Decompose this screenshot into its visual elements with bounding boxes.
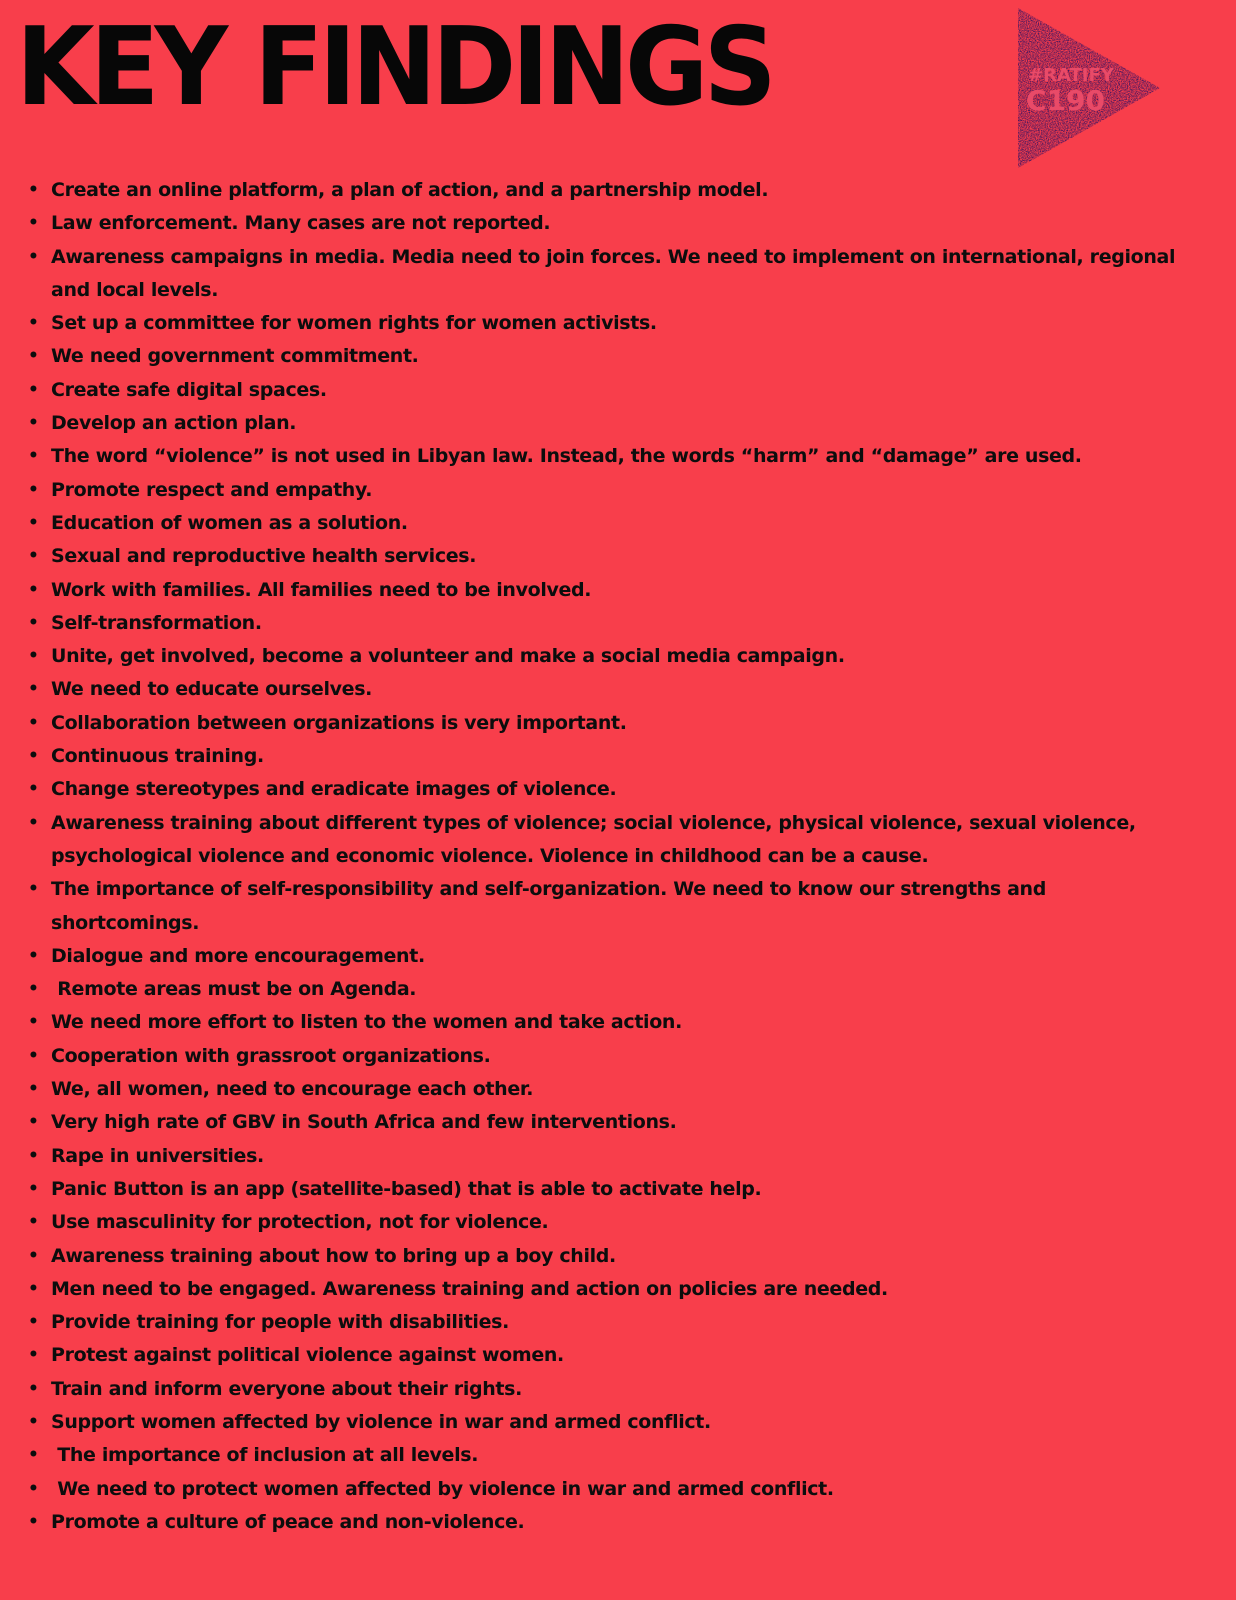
bullet-icon: •	[28, 1478, 39, 1499]
logo-text-c190: C190	[1026, 84, 1105, 117]
finding-item	[0, 1306, 1236, 1339]
bullet-icon: •	[28, 812, 39, 833]
bullet-icon: •	[28, 712, 39, 733]
finding-text: Collaboration between organizations is very important.	[51, 711, 627, 734]
finding-item	[0, 507, 1236, 540]
finding-item	[0, 374, 1236, 407]
bullet-icon: •	[28, 979, 39, 1000]
finding-item	[0, 1439, 1236, 1472]
bullet-icon: •	[28, 1345, 39, 1366]
finding-text: Support women affected by violence in war and armed conflict.	[51, 1410, 711, 1433]
finding-item	[0, 640, 1236, 673]
finding-item	[0, 707, 1236, 740]
bullet-icon: •	[28, 446, 39, 467]
bullet-icon: •	[28, 945, 39, 966]
finding-item	[0, 873, 1236, 940]
bullet-icon: •	[28, 1112, 39, 1133]
bullet-icon: •	[28, 512, 39, 533]
finding-text: Law enforcement. Many cases are not reported.	[51, 212, 551, 235]
finding-item	[0, 440, 1236, 473]
finding-text: Awareness campaigns in media. Media need to join forces. We need to implement on international, regional and local levels.	[51, 245, 1182, 301]
bullet-icon: •	[28, 1378, 39, 1399]
finding-item	[0, 1273, 1236, 1306]
finding-text: Awareness training about different types of violence; social violence, physical violence, sexual violence, psychological violence and economic violence. Violence in childhood can be a cause.	[51, 811, 1142, 867]
finding-text: We need to protect women affected by violence in war and armed conflict.	[51, 1477, 834, 1500]
finding-text: We need more effort to listen to the women and take action.	[51, 1011, 682, 1034]
finding-text: Develop an action plan.	[51, 412, 297, 435]
finding-item	[0, 1040, 1236, 1073]
ratify-c190-logo	[1014, 6, 1164, 170]
finding-item	[0, 1073, 1236, 1106]
finding-item	[0, 241, 1236, 308]
bullet-icon: •	[28, 679, 39, 700]
bullet-icon: •	[28, 1145, 39, 1166]
finding-text: Create an online platform, a plan of action, and a partnership model.	[51, 179, 769, 201]
bullet-icon: •	[28, 1278, 39, 1299]
bullet-icon: •	[28, 1312, 39, 1333]
finding-item	[0, 407, 1236, 440]
bullet-icon: •	[28, 246, 39, 267]
finding-item	[0, 1206, 1236, 1239]
finding-text: Cooperation with grassroot organizations.	[51, 1044, 491, 1067]
finding-item	[0, 740, 1236, 773]
finding-item	[0, 940, 1236, 973]
finding-item	[0, 207, 1236, 240]
bullet-icon: •	[28, 1178, 39, 1199]
finding-text: Provide training for people with disabilities.	[51, 1311, 509, 1334]
finding-text: Set up a committee for women rights for women activists.	[51, 312, 657, 335]
bullet-icon: •	[28, 213, 39, 234]
bullet-icon: •	[28, 612, 39, 633]
finding-item	[0, 340, 1236, 373]
finding-item	[0, 773, 1236, 806]
logo-text-ratify: #RATIFY	[1028, 65, 1114, 86]
finding-text: The word “violence” is not used in Libyan law. Instead, the words “harm” and “damage” are used.	[51, 445, 1082, 468]
page-title: KEY FINDINGS	[16, 5, 773, 130]
bullet-icon: •	[28, 379, 39, 400]
finding-text: Promote a culture of peace and non-violence.	[51, 1510, 525, 1533]
bullet-icon: •	[28, 746, 39, 767]
finding-item	[0, 1173, 1236, 1206]
finding-item	[0, 1106, 1236, 1139]
finding-text: Self-transformation.	[51, 611, 262, 634]
finding-item	[0, 1006, 1236, 1039]
finding-text: The importance of inclusion at all levels.	[51, 1444, 479, 1467]
bullet-icon: •	[28, 413, 39, 434]
finding-item	[0, 1473, 1236, 1506]
finding-item	[0, 1406, 1236, 1439]
finding-item	[0, 807, 1236, 874]
bullet-icon: •	[28, 479, 39, 500]
finding-item	[0, 673, 1236, 706]
finding-item	[0, 307, 1236, 340]
finding-item	[0, 574, 1236, 607]
finding-item	[0, 1506, 1236, 1539]
finding-text: Remote areas must be on Agenda.	[51, 978, 417, 1001]
finding-text: Unite, get involved, become a volunteer and make a social media campaign.	[51, 645, 845, 668]
bullet-icon: •	[28, 346, 39, 367]
finding-text: Sexual and reproductive health services.	[51, 545, 477, 568]
finding-text: Use masculinity for protection, not for violence.	[51, 1211, 549, 1234]
finding-text: Men need to be engaged. Awareness training and action on policies are needed.	[51, 1277, 888, 1300]
bullet-icon: •	[28, 313, 39, 334]
bullet-icon: •	[28, 646, 39, 667]
key-findings-list	[0, 174, 1236, 1539]
finding-text: Rape in universities.	[51, 1144, 264, 1167]
finding-text: Work with families. All families need to be involved.	[51, 578, 592, 601]
finding-text: Create safe digital spaces.	[51, 378, 327, 401]
finding-text: Protest against political violence against women.	[51, 1344, 564, 1367]
bullet-icon: •	[28, 1511, 39, 1532]
finding-item	[0, 540, 1236, 573]
finding-text: Awareness training about how to bring up a boy child.	[51, 1244, 616, 1267]
bullet-icon: •	[28, 1411, 39, 1432]
finding-text: Dialogue and more encouragement.	[51, 944, 425, 967]
finding-item	[0, 1373, 1236, 1406]
finding-text: Very high rate of GBV in South Africa and few interventions.	[51, 1111, 677, 1134]
bullet-icon: •	[28, 1212, 39, 1233]
bullet-icon: •	[28, 1045, 39, 1066]
finding-text: We need to educate ourselves.	[51, 678, 373, 701]
finding-text: Promote respect and empathy.	[51, 478, 373, 501]
finding-text: Education of women as a solution.	[51, 511, 408, 534]
bullet-icon: •	[28, 779, 39, 800]
finding-text: The importance of self-responsibility and self-organization. We need to know our strengths and shortcomings.	[51, 878, 1053, 934]
finding-text: Panic Button is an app (satellite-based) that is able to activate help.	[51, 1177, 762, 1200]
ratify-c190-triangle-logo-icon	[1014, 6, 1164, 170]
bullet-icon: •	[28, 1012, 39, 1033]
bullet-icon: •	[28, 546, 39, 567]
finding-text: Continuous training.	[51, 745, 264, 768]
finding-item	[0, 607, 1236, 640]
finding-item	[0, 174, 1236, 207]
bullet-icon: •	[28, 1245, 39, 1266]
finding-item	[0, 1240, 1236, 1273]
finding-item	[0, 973, 1236, 1006]
finding-item	[0, 1339, 1236, 1372]
bullet-icon: •	[28, 879, 39, 900]
finding-item	[0, 474, 1236, 507]
bullet-icon: •	[28, 1079, 39, 1100]
finding-text: Train and inform everyone about their rights.	[51, 1377, 522, 1400]
bullet-icon: •	[28, 180, 39, 200]
bullet-icon: •	[28, 1445, 39, 1466]
bullet-icon: •	[28, 579, 39, 600]
finding-text: We need government commitment.	[51, 345, 419, 368]
finding-text: Change stereotypes and eradicate images of violence.	[51, 778, 617, 801]
finding-text: We, all women, need to encourage each other.	[51, 1078, 534, 1101]
finding-item	[0, 1140, 1236, 1173]
